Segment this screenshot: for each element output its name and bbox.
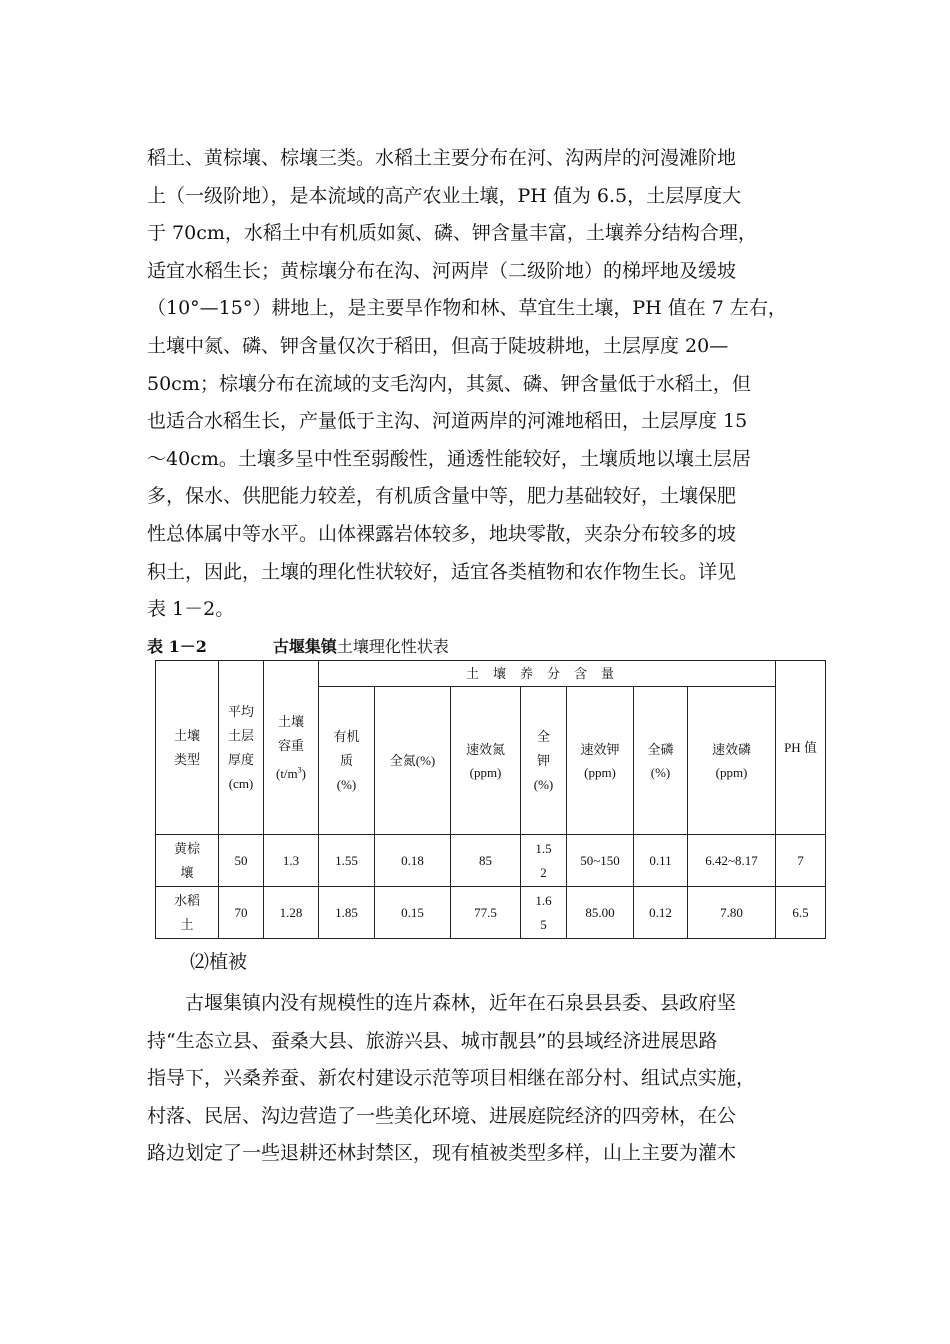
cell-organic: 1.85 <box>319 887 375 939</box>
table-row <box>156 887 826 939</box>
header-nutrient-group: 土壤养分含量 <box>319 661 776 687</box>
header-bulk-density <box>264 661 319 835</box>
paragraph-line: 50cm；棕壤分布在流域的支毛沟内，其氮、磷、钾含量低于水稻土，但 <box>147 372 751 395</box>
header-text: 有机质(%) <box>333 728 360 792</box>
paragraph-line: 适宜水稻生长；黄棕壤分布在沟、河两岸（二级阶地）的梯坪地及缓坡 <box>147 259 737 282</box>
header-total-n: 全氮(%) <box>375 687 451 835</box>
header-organic <box>319 687 375 835</box>
header-text: 土壤类型 <box>173 727 200 767</box>
paragraph-line: 稻土、黄棕壤、棕壤三类。水稻土主要分布在河、沟两岸的河漫滩阶地 <box>147 147 737 169</box>
table-caption <box>147 636 449 658</box>
header-unit: (ppm) <box>715 764 748 780</box>
table-title: 土壤理化性状表 <box>336 637 449 656</box>
cell-text: 黄棕壤 <box>173 840 200 880</box>
cell-ph: 6.5 <box>776 887 826 939</box>
header-avail-p <box>688 687 776 835</box>
cell-depth: 50 <box>219 835 264 887</box>
table-row <box>156 835 826 887</box>
paragraph-line: （10°—15°）耕地上，是主要旱作物和林、草宜生土壤，PH 值在 7 左右， <box>147 297 787 320</box>
cell-avail-k: 85.00 <box>567 887 634 939</box>
paragraph-line: 性总体属中等水平。山体裸露岩体较多，地块零散，夹杂分布较多的坡 <box>147 522 737 545</box>
paragraph-line: 路边划定了一些退耕还林封禁区，现有植被类型多样，山上主要为灌木 <box>147 1142 737 1165</box>
cell-density: 1.3 <box>264 835 319 887</box>
vegetation-paragraph <box>147 985 852 1173</box>
cell-total-k <box>521 887 567 939</box>
paragraph-line: 土壤中氮、磷、钾含量仅次于稻田，但高于陡坡耕地，土层厚度 20— <box>147 334 729 357</box>
paragraph-line: 也适合水稻生长，产量低于主沟、河道两岸的河滩地稻田，土层厚度 15 <box>147 410 748 433</box>
header-total-p <box>634 687 688 835</box>
cell-text: 水稻土 <box>173 892 200 932</box>
paragraph-line: 于 70cm，水稻土中有机质如氮、磷、钾含量丰富，土壤养分结构合理， <box>147 222 757 245</box>
header-text: 速效磷 <box>711 741 751 757</box>
header-unit: (ppm) <box>469 764 502 780</box>
table-title-bold: 古堰集镇 <box>272 637 337 656</box>
header-total-k <box>521 687 567 835</box>
soil-description-paragraph <box>147 140 852 629</box>
paragraph-line: 多，保水、供肥能力较差，有机质含量中等，肥力基础较好，土壤保肥 <box>147 485 737 508</box>
cell-depth: 70 <box>219 887 264 939</box>
section-heading-vegetation: ⑵植被 <box>190 951 248 973</box>
paragraph-line <box>147 985 852 1023</box>
cell-type <box>156 835 219 887</box>
cell-avail-p: 6.42~8.17 <box>688 835 776 887</box>
header-text: 土壤容重 <box>277 714 304 754</box>
cell-text: 1.65 <box>535 892 552 932</box>
header-avail-k <box>567 687 634 835</box>
paragraph-line: 积土，因此，土壤的理化性状较好，适宜各类植物和农作物生长。详见 <box>147 560 737 583</box>
paragraph-line: 上（一级阶地），是本流域的高产农业土壤，PH 值为 6.5，土层厚度大 <box>147 184 742 207</box>
header-text: 速效氮 <box>465 741 505 757</box>
unit-text: (t/m <box>275 765 298 781</box>
cell-total-n: 0.15 <box>375 887 451 939</box>
paragraph-line: 持“生态立县、蚕桑大县、旅游兴县、城市靓县”的县域经济进展思路 <box>147 1029 718 1052</box>
header-text: 平均土层厚度(cm) <box>228 703 255 791</box>
paragraph-line: 表 1－2。 <box>147 598 235 621</box>
paragraph-line: 指导下，兴桑养蚕、新农村建设示范等项目相继在部分村、组试点实施， <box>147 1067 756 1090</box>
cell-total-p: 0.12 <box>634 887 688 939</box>
paragraph-line: ～40cm。土壤多呈中性至弱酸性，通透性能较好，土壤质地以壤土层居 <box>147 447 751 470</box>
cell-organic: 1.55 <box>319 835 375 887</box>
header-unit: (%) <box>533 777 554 792</box>
header-avg-depth <box>219 661 264 835</box>
table-number: 表 1－2 <box>147 637 207 656</box>
cell-text: 1.52 <box>535 840 552 880</box>
cell-avail-p: 7.80 <box>688 887 776 939</box>
header-text: 全磷 <box>647 741 674 757</box>
header-ph: PH 值 <box>776 661 826 835</box>
cell-total-k <box>521 835 567 887</box>
paragraph-line: 村落、民居、沟边营造了一些美化环境、进展庭院经济的四旁林，在公 <box>147 1104 737 1127</box>
cell-total-n: 0.18 <box>375 835 451 887</box>
paragraph-text: 古堰集镇内没有规模性的连片森林，近年在石泉县县委、县政府坚 <box>185 992 737 1014</box>
cell-ph: 7 <box>776 835 826 887</box>
cell-density: 1.28 <box>264 887 319 939</box>
header-text: 全钾 <box>536 729 550 768</box>
header-unit <box>276 766 306 781</box>
header-unit: (%) <box>650 764 671 780</box>
cell-avail-n: 77.5 <box>451 887 521 939</box>
cell-avail-n: 85 <box>451 835 521 887</box>
soil-properties-table <box>155 660 826 939</box>
cell-total-p: 0.11 <box>634 835 688 887</box>
header-text: 速效钾 <box>580 741 620 757</box>
header-avail-n <box>451 687 521 835</box>
cell-avail-k: 50~150 <box>567 835 634 887</box>
unit-superscript: 3 <box>297 765 302 775</box>
header-unit: (ppm) <box>584 764 616 780</box>
unit-close: ) <box>301 765 306 781</box>
cell-type <box>156 887 219 939</box>
header-soil-type <box>156 661 219 835</box>
